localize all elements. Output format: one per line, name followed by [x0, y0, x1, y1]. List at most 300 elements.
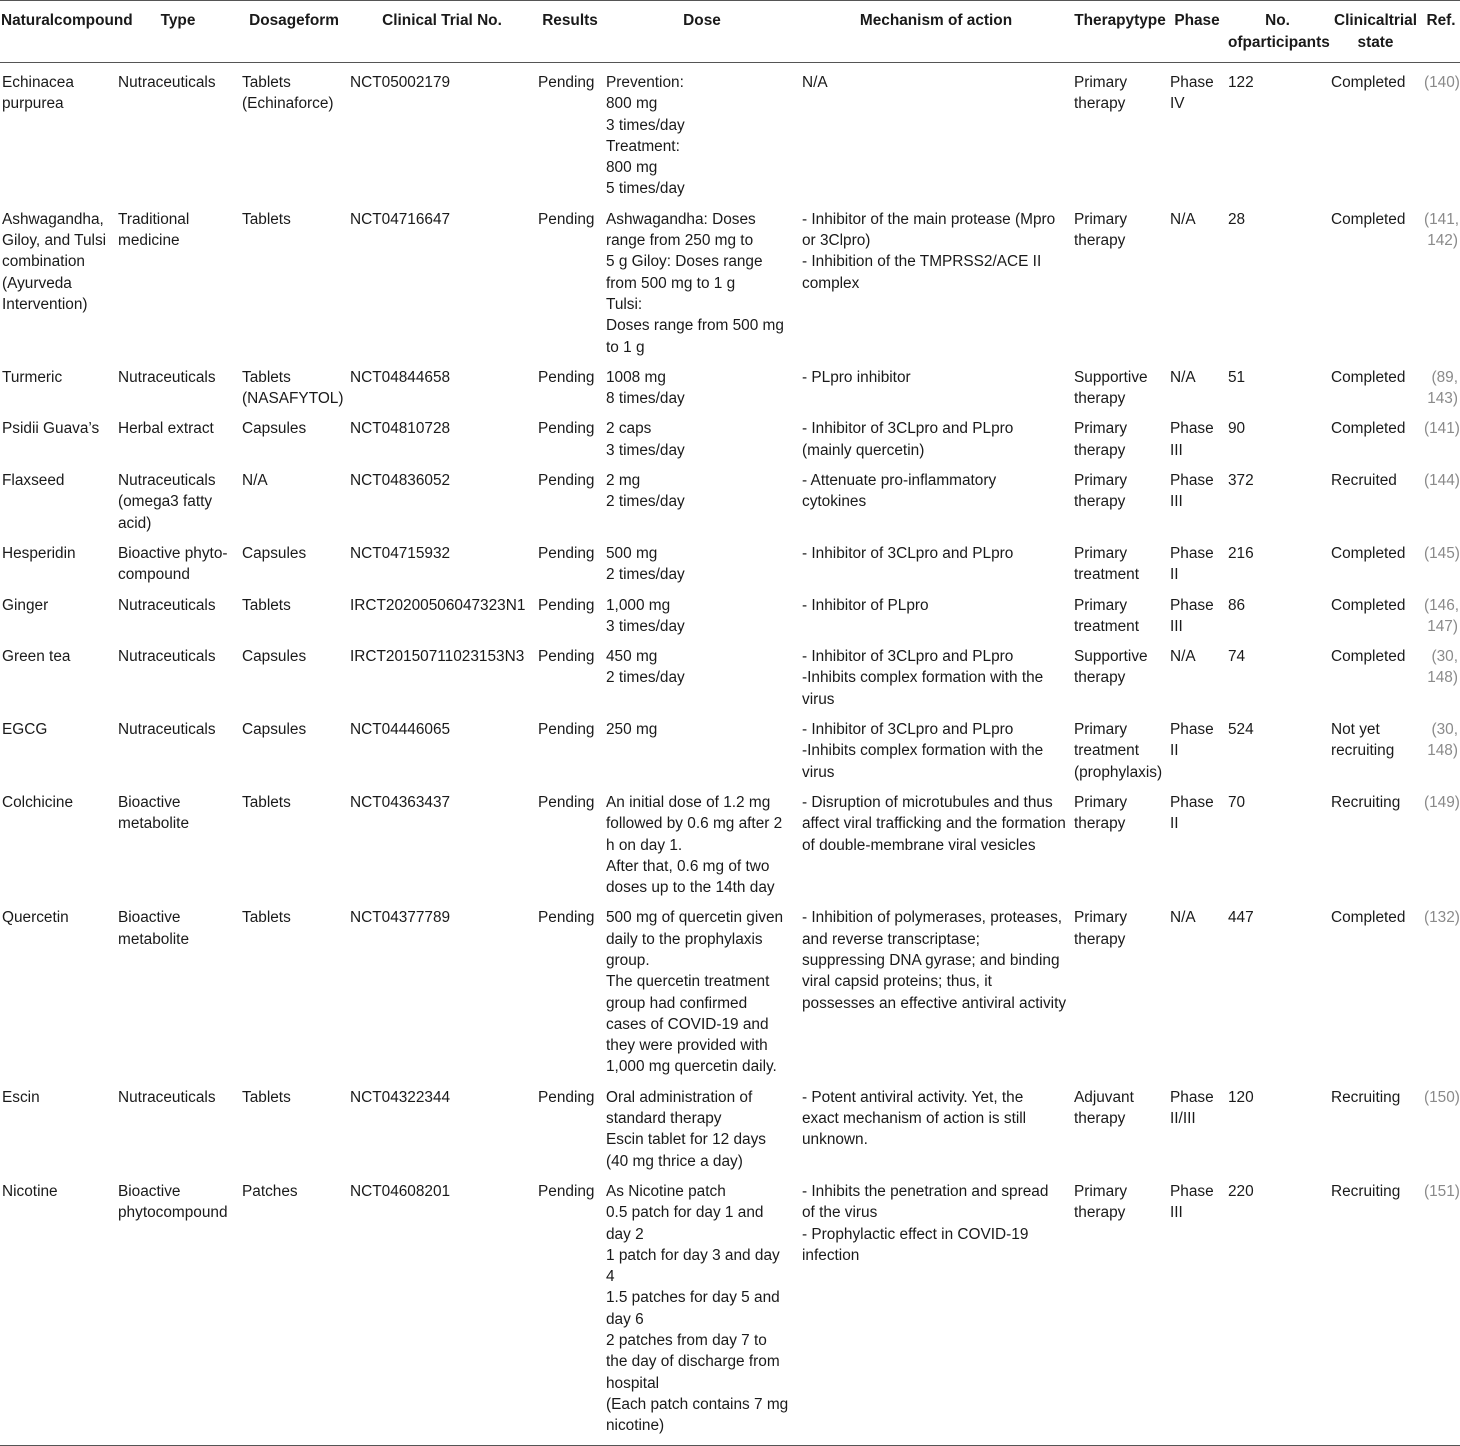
- header-text: Phase: [1174, 12, 1220, 29]
- cell-text: Pending: [538, 74, 595, 91]
- cell-form: [240, 409, 348, 461]
- cell-text: 122: [1228, 74, 1254, 91]
- cell-trial: [348, 1078, 536, 1172]
- cell-therapy: [1072, 63, 1168, 200]
- cell-results: [536, 63, 604, 200]
- cell-text: Bioactive: [118, 909, 181, 927]
- header-text: Therapy: [1074, 12, 1135, 29]
- cell-text: possesses an effective antiviral activity: [802, 994, 1067, 1012]
- cell-text: Capsules: [242, 420, 307, 438]
- cell-therapy: [1072, 1078, 1168, 1172]
- cell-form: [240, 534, 348, 586]
- cell-text: Primary: [1074, 472, 1128, 490]
- cell-text: Treatment:: [606, 137, 680, 155]
- cell-text: Traditional: [118, 210, 190, 228]
- cell-dose: [604, 710, 800, 783]
- cell-text: Oral administration of: [606, 1088, 753, 1106]
- cell-text: Not yet: [1331, 721, 1380, 739]
- cell-text: - Inhibitor of 3CLpro and PLpro: [802, 420, 1014, 438]
- cell-ref[interactable]: [1422, 783, 1460, 898]
- cell-ref[interactable]: [1422, 63, 1460, 200]
- cell-text: Nutraceuticals: [118, 368, 216, 386]
- reference-link[interactable]: (146,: [1424, 596, 1460, 614]
- header-dose: [604, 1, 800, 63]
- cell-text: virus: [802, 763, 835, 781]
- cell-text: to 1 g: [606, 338, 645, 356]
- cell-text: therapy: [1074, 232, 1126, 250]
- cell-text: 800 mg: [606, 95, 658, 113]
- cell-text: 2 patches from day 7 to: [606, 1332, 767, 1350]
- cell-text: infection: [802, 1246, 860, 1264]
- cell-text: Completed: [1331, 596, 1406, 614]
- header-text: Mechanism of action: [859, 12, 1013, 29]
- cell-type: [116, 200, 240, 358]
- cell-text: Phase: [1170, 420, 1214, 438]
- cell-dose: [604, 461, 800, 534]
- reference-link[interactable]: (132): [1424, 909, 1460, 927]
- cell-text: Escin: [2, 1088, 40, 1106]
- cell-dose: [604, 1078, 800, 1172]
- cell-text: Tablets: [242, 74, 291, 91]
- cell-mechanism: [800, 710, 1072, 783]
- cell-form: [240, 637, 348, 710]
- cell-text: 4: [606, 1268, 615, 1286]
- cell-participants: [1226, 1172, 1329, 1445]
- header-therapy-type: [1072, 1, 1168, 63]
- table-row: [0, 200, 1460, 358]
- cell-mechanism: [800, 1172, 1072, 1445]
- cell-type: [116, 1078, 240, 1172]
- cell-phase: [1168, 200, 1226, 358]
- cell-compound: [0, 1078, 116, 1172]
- cell-text: III: [1170, 617, 1183, 635]
- cell-text: Phase: [1170, 596, 1214, 614]
- cell-ref[interactable]: [1422, 1172, 1460, 1445]
- cell-state: [1329, 1172, 1422, 1445]
- cell-text: NCT04844658: [350, 368, 451, 386]
- cell-text: 1008 mg: [606, 368, 666, 386]
- cell-type: [116, 63, 240, 200]
- cell-text: group.: [606, 951, 650, 969]
- cell-form: [240, 898, 348, 1077]
- cell-text: (omega3 fatty: [118, 493, 213, 511]
- cell-text: of double-membrane viral vesicles: [802, 836, 1036, 854]
- cell-text: Primary: [1074, 793, 1128, 811]
- cell-text: 3 times/day: [606, 441, 685, 459]
- cell-participants: [1226, 409, 1329, 461]
- cell-text: 447: [1228, 909, 1254, 927]
- cell-phase: [1168, 1172, 1226, 1445]
- cell-state: [1329, 534, 1422, 586]
- cell-form: [240, 358, 348, 410]
- cell-text: - PLpro inhibitor: [802, 368, 911, 386]
- cell-trial: [348, 63, 536, 200]
- cell-text: Prevention:: [606, 74, 684, 91]
- cell-text: 250 mg: [606, 721, 658, 739]
- cell-text: treatment: [1074, 617, 1140, 635]
- cell-text: or 3Clpro): [802, 232, 871, 250]
- reference-link[interactable]: (149): [1424, 793, 1460, 811]
- cell-text: 0.5 patch for day 1 and: [606, 1204, 764, 1222]
- cell-text: Primary: [1074, 420, 1128, 438]
- header-natural-compound: [0, 1, 133, 63]
- cell-ref[interactable]: [1422, 534, 1460, 586]
- cell-text: 1.5 patches for day 5 and: [606, 1289, 780, 1307]
- cell-ref[interactable]: [1422, 461, 1460, 534]
- cell-compound: [0, 461, 116, 534]
- cell-ref[interactable]: [1422, 409, 1460, 461]
- table-row: [0, 710, 1460, 783]
- table-body: [0, 63, 1460, 1446]
- cell-text: Intervention): [2, 295, 88, 313]
- cell-state: [1329, 783, 1422, 898]
- cell-therapy: [1072, 409, 1168, 461]
- cell-text: and reverse transcriptase;: [802, 930, 980, 948]
- cell-state: [1329, 710, 1422, 783]
- header-type: [116, 1, 240, 63]
- cell-mechanism: [800, 637, 1072, 710]
- cell-text: Tablets: [242, 1088, 291, 1106]
- cell-phase: [1168, 898, 1226, 1077]
- cell-text: standard therapy: [606, 1110, 722, 1128]
- cell-form: [240, 783, 348, 898]
- reference-link[interactable]: (89,: [1431, 368, 1458, 386]
- cell-results: [536, 637, 604, 710]
- cell-text: Doses range from 500 mg: [606, 317, 784, 335]
- cell-text: NCT04715932: [350, 544, 451, 562]
- cell-participants: [1226, 63, 1329, 200]
- reference-link[interactable]: (151): [1424, 1182, 1460, 1200]
- reference-link[interactable]: 147): [1427, 617, 1458, 635]
- cell-text: 220: [1228, 1182, 1254, 1200]
- reference-link[interactable]: (141,: [1424, 210, 1460, 228]
- cell-text: Phase: [1170, 721, 1214, 739]
- cell-dose: [604, 637, 800, 710]
- reference-link[interactable]: (150): [1424, 1088, 1460, 1106]
- cell-text: Ashwagandha,: [2, 210, 104, 228]
- cell-text: NCT04377789: [350, 909, 451, 927]
- cell-text: NCT04446065: [350, 721, 451, 739]
- cell-text: Nicotine: [2, 1182, 58, 1200]
- cell-state: [1329, 637, 1422, 710]
- cell-mechanism: [800, 409, 1072, 461]
- cell-results: [536, 409, 604, 461]
- cell-trial: [348, 1172, 536, 1445]
- reference-link[interactable]: 148): [1427, 742, 1458, 760]
- cell-type: [116, 1172, 240, 1445]
- reference-link[interactable]: 148): [1427, 669, 1458, 687]
- cell-results: [536, 534, 604, 586]
- cell-text: Nutraceuticals: [118, 74, 216, 91]
- cell-phase: [1168, 534, 1226, 586]
- cell-type: [116, 710, 240, 783]
- header-clinical-trial-state: [1329, 1, 1422, 63]
- cell-text: hospital: [606, 1374, 660, 1392]
- cell-text: Nutraceuticals: [118, 596, 216, 614]
- cell-form: [240, 200, 348, 358]
- cell-compound: [0, 783, 116, 898]
- reference-link[interactable]: 142): [1427, 232, 1458, 250]
- cell-text: 1 patch for day 3 and day: [606, 1246, 780, 1264]
- cell-form: [240, 586, 348, 638]
- table-row: [0, 637, 1460, 710]
- cell-text: Patches: [242, 1182, 298, 1200]
- header-text: Dose: [683, 12, 721, 29]
- cell-therapy: [1072, 358, 1168, 410]
- cell-text: IRCT20200506047323N1: [350, 596, 526, 614]
- cell-compound: [0, 409, 116, 461]
- table-row: [0, 358, 1460, 410]
- cell-text: Pending: [538, 420, 595, 438]
- cell-text: 120: [1228, 1088, 1254, 1106]
- cell-text: Pending: [538, 1088, 595, 1106]
- cell-type: [116, 461, 240, 534]
- cell-ref[interactable]: [1422, 358, 1460, 410]
- cell-text: Tablets: [242, 210, 291, 228]
- cell-type: [116, 898, 240, 1077]
- cell-text: of the virus: [802, 1204, 878, 1222]
- cell-text: Recruiting: [1331, 1088, 1401, 1106]
- cell-compound: [0, 586, 116, 638]
- cell-text: II: [1170, 742, 1179, 760]
- header-text: Type: [160, 12, 196, 29]
- cell-text: treatment: [1074, 742, 1140, 760]
- cell-text: Primary: [1074, 74, 1128, 91]
- cell-text: Pending: [538, 793, 595, 811]
- cell-text: 8 times/day: [606, 390, 685, 408]
- cell-therapy: [1072, 586, 1168, 638]
- cell-text: N/A: [1170, 909, 1196, 927]
- cell-text: NCT04810728: [350, 420, 451, 438]
- cell-text: therapy: [1074, 669, 1126, 687]
- cell-text: -Inhibits complex formation with the: [802, 742, 1044, 760]
- cell-text: Colchicine: [2, 793, 74, 811]
- cell-state: [1329, 200, 1422, 358]
- cell-text: - Potent antiviral activity. Yet, the: [802, 1088, 1024, 1106]
- cell-text: doses up to the 14th day: [606, 879, 775, 897]
- cell-text: 2 times/day: [606, 566, 685, 584]
- cell-text: nicotine): [606, 1417, 665, 1435]
- cell-trial: [348, 409, 536, 461]
- cell-text: Pending: [538, 596, 595, 614]
- cell-text: As Nicotine patch: [606, 1182, 726, 1200]
- cell-trial: [348, 710, 536, 783]
- reference-link[interactable]: 143): [1427, 390, 1458, 408]
- header-text: Dosage: [249, 12, 305, 29]
- cell-type: [116, 586, 240, 638]
- cell-text: Capsules: [242, 544, 307, 562]
- cell-text: daily to the prophylaxis: [606, 930, 763, 948]
- cell-dose: [604, 1172, 800, 1445]
- cell-text: Pending: [538, 210, 595, 228]
- cell-text: 74: [1228, 648, 1246, 666]
- cell-ref[interactable]: [1422, 710, 1460, 783]
- cell-text: 450 mg: [606, 648, 658, 666]
- cell-ref[interactable]: [1422, 200, 1460, 358]
- cell-text: cases of COVID-19 and: [606, 1015, 769, 1033]
- header-ref: [1422, 1, 1460, 63]
- reference-link[interactable]: (144): [1424, 472, 1460, 490]
- cell-text: Recruiting: [1331, 793, 1401, 811]
- cell-text: - Inhibition of the TMPRSS2/ACE II: [802, 253, 1042, 271]
- cell-text: Tulsi:: [606, 295, 643, 313]
- cell-type: [116, 637, 240, 710]
- reference-link[interactable]: (145): [1424, 544, 1460, 562]
- cell-text: therapy: [1074, 390, 1126, 408]
- cell-participants: [1226, 200, 1329, 358]
- cell-text: Nutraceuticals: [118, 648, 216, 666]
- cell-text: NCT04363437: [350, 793, 451, 811]
- cell-phase: [1168, 710, 1226, 783]
- cell-text: 2 times/day: [606, 493, 685, 511]
- cell-results: [536, 783, 604, 898]
- cell-text: Phase: [1170, 1182, 1214, 1200]
- cell-text: 500 mg of quercetin given: [606, 909, 784, 927]
- cell-text: Pending: [538, 909, 595, 927]
- cell-results: [536, 358, 604, 410]
- cell-form: [240, 710, 348, 783]
- cell-text: II: [1170, 566, 1179, 584]
- cell-text: - Prophylactic effect in COVID-19: [802, 1225, 1029, 1243]
- cell-therapy: [1072, 637, 1168, 710]
- cell-compound: [0, 358, 116, 410]
- cell-ref[interactable]: [1422, 586, 1460, 638]
- cell-text: Tablets: [242, 596, 291, 614]
- cell-text: Giloy, and Tulsi: [2, 232, 107, 250]
- cell-results: [536, 1172, 604, 1445]
- reference-link[interactable]: (140): [1424, 74, 1460, 91]
- cell-state: [1329, 898, 1422, 1077]
- cell-text: An initial dose of 1.2 mg: [606, 793, 771, 811]
- cell-text: - Disruption of microtubules and thus: [802, 793, 1053, 811]
- cell-text: (Each patch contains 7 mg: [606, 1395, 789, 1413]
- cell-ref[interactable]: [1422, 1078, 1460, 1172]
- cell-mechanism: [800, 898, 1072, 1077]
- cell-text: 86: [1228, 596, 1246, 614]
- cell-text: Bioactive: [118, 1182, 181, 1200]
- cell-trial: [348, 586, 536, 638]
- cell-text: - Inhibitor of 3CLpro and PLpro: [802, 721, 1014, 739]
- cell-text: 500 mg: [606, 544, 658, 562]
- cell-text: Nutraceuticals: [118, 721, 216, 739]
- table-row: [0, 461, 1460, 534]
- reference-link[interactable]: (141): [1424, 420, 1460, 438]
- reference-link[interactable]: (30,: [1431, 721, 1458, 739]
- cell-text: 2 mg: [606, 472, 641, 490]
- cell-text: cytokines: [802, 493, 867, 511]
- cell-text: Pending: [538, 472, 595, 490]
- cell-text: treatment: [1074, 566, 1140, 584]
- cell-text: Tablets: [242, 793, 291, 811]
- cell-participants: [1226, 637, 1329, 710]
- cell-text: Phase: [1170, 472, 1214, 490]
- table-header: [0, 1, 1460, 63]
- cell-phase: [1168, 63, 1226, 200]
- cell-ref[interactable]: [1422, 898, 1460, 1077]
- cell-text: EGCG: [2, 721, 48, 739]
- cell-text: - Inhibits the penetration and spread: [802, 1182, 1049, 1200]
- cell-text: NCT04608201: [350, 1182, 451, 1200]
- cell-text: day 2: [606, 1225, 644, 1243]
- cell-text: NCT04836052: [350, 472, 451, 490]
- header-text: Results: [542, 12, 598, 29]
- cell-state: [1329, 461, 1422, 534]
- cell-text: IV: [1170, 95, 1185, 113]
- header-text: type: [1134, 12, 1166, 29]
- table-row: [0, 1172, 1460, 1445]
- cell-text: After that, 0.6 mg of two: [606, 857, 770, 875]
- cell-text: 800 mg: [606, 159, 658, 177]
- cell-form: [240, 1078, 348, 1172]
- cell-text: Primary: [1074, 721, 1128, 739]
- cell-text: therapy: [1074, 1204, 1126, 1222]
- header-text: form: [304, 12, 339, 29]
- cell-therapy: [1072, 534, 1168, 586]
- cell-text: Capsules: [242, 648, 307, 666]
- reference-link[interactable]: (30,: [1431, 648, 1458, 666]
- table-row: [0, 586, 1460, 638]
- cell-dose: [604, 409, 800, 461]
- cell-text: Recruited: [1331, 472, 1397, 490]
- cell-text: they were provided with: [606, 1037, 768, 1055]
- cell-dose: [604, 63, 800, 200]
- cell-text: exact mechanism of action is still: [802, 1110, 1027, 1128]
- cell-mechanism: [800, 461, 1072, 534]
- cell-state: [1329, 586, 1422, 638]
- table-row: [0, 783, 1460, 898]
- cell-text: 1,000 mg quercetin daily.: [606, 1058, 777, 1076]
- cell-ref[interactable]: [1422, 637, 1460, 710]
- cell-text: III: [1170, 441, 1183, 459]
- cell-text: Turmeric: [2, 368, 63, 386]
- header-text: Clinical: [1334, 12, 1389, 29]
- cell-text: Pending: [538, 1182, 595, 1200]
- cell-text: Pending: [538, 368, 595, 386]
- cell-text: N/A: [1170, 210, 1196, 228]
- cell-results: [536, 1078, 604, 1172]
- cell-type: [116, 534, 240, 586]
- cell-text: complex: [802, 274, 860, 292]
- cell-text: viral capsid proteins; thus, it: [802, 973, 992, 991]
- table-row: [0, 63, 1460, 200]
- cell-form: [240, 461, 348, 534]
- header-row: [0, 1, 1460, 63]
- header-text: Clinical Trial No.: [382, 12, 502, 29]
- cell-state: [1329, 409, 1422, 461]
- cell-text: Pending: [538, 721, 595, 739]
- cell-text: combination: [2, 253, 85, 271]
- cell-form: [240, 1172, 348, 1445]
- cell-dose: [604, 783, 800, 898]
- cell-text: therapy: [1074, 930, 1126, 948]
- cell-text: 28: [1228, 210, 1246, 228]
- cell-text: Ashwagandha: Doses: [606, 210, 756, 228]
- cell-participants: [1226, 586, 1329, 638]
- cell-text: 3 times/day: [606, 116, 685, 134]
- header-dosage-form: [240, 1, 348, 63]
- cell-text: - Attenuate pro-inflammatory: [802, 472, 997, 490]
- cell-text: metabolite: [118, 930, 190, 948]
- cell-text: Supportive: [1074, 368, 1148, 386]
- cell-phase: [1168, 637, 1226, 710]
- cell-mechanism: [800, 358, 1072, 410]
- table-row: [0, 409, 1460, 461]
- cell-text: Pending: [538, 544, 595, 562]
- cell-text: -Inhibits complex formation with the: [802, 669, 1044, 687]
- cell-text: therapy: [1074, 1110, 1126, 1128]
- header-clinical-trial-no: [348, 1, 536, 63]
- cell-text: Completed: [1331, 544, 1406, 562]
